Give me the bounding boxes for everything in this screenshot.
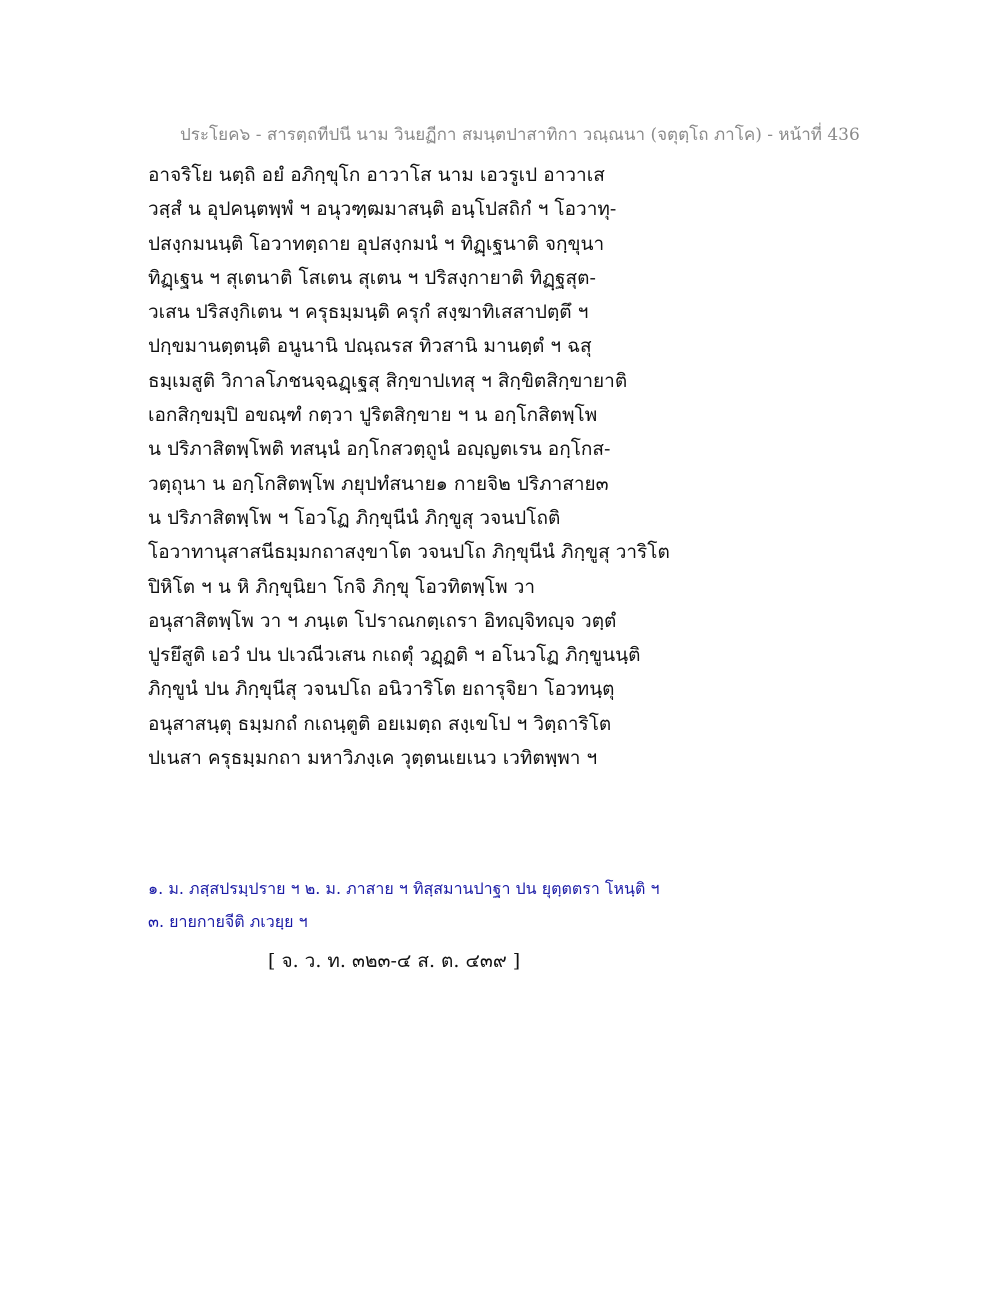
page-header: ประโยค๖ - สารตฺถทีปนี นาม วินยฏีกา สมนฺตปาสาทิกา วณฺณนา (จตุตฺโถ ภาโค) - หน้าที่ 436 — [180, 125, 860, 145]
body-line: ปสงฺกมนนฺติ โอวาทตฺถาย อุปสงฺกมนํ ฯ ทิฏฺเฐนาติ จกฺขุนา — [148, 232, 605, 255]
body-line: วตฺถุนา น อกฺโกสิตพฺโพ ภยุปทํสนาย๑ กายจิ๒ ปริภาสาย๓ — [148, 472, 609, 495]
footnote-line: ๓. ยายกายจีติ ภเวยฺย ฯ — [148, 912, 308, 931]
body-line: ภิกฺขูนํ ปน ภิกฺขุนีสุ วจนปโถ อนิวาริโต ยถารุจิยา โอวทนฺตุ — [148, 678, 615, 701]
body-line: วเสน ปริสงฺกิเตน ฯ ครุธมฺมนฺติ ครุกํ สงฺฆาทิเสสาปตฺตึ ฯ — [148, 301, 589, 324]
body-line: ปกฺขมานตฺตนฺติ อนูนานิ ปณฺณรส ทิวสานิ มานตฺตํ ฯ ฉสุ — [148, 335, 592, 358]
body-line: เอกสิกฺขมฺปิ อขณฺฑํ กตฺวา ปูริตสิกฺขาย ฯ น อกฺโกสิตพฺโพ — [148, 404, 598, 427]
body-line: อาจริโย นตฺถิ อยํ อภิกฺขุโก อาวาโส นาม เอวรูเป อาวาเส — [148, 164, 605, 186]
body-line: ปเนสา ครุธมฺมกถา มหาวิภงฺเค วุตฺตนเยเนว เวทิตพฺพา ฯ — [148, 747, 598, 770]
body-line: น ปริภาสิตพฺโพติ ทสนฺนํ อกฺโกสวตฺถูนํ อญฺญตเรน อกฺโกส- — [148, 438, 611, 461]
footnotes — [148, 872, 868, 938]
page-reference: [ จ. ว. ท. ๓๒๓-๔ ส. ต. ๔๓๙ ] — [268, 950, 521, 972]
body-text — [148, 158, 868, 775]
body-line: อนุสาสนฺตุ ธมฺมกถํ กเถนฺตูติ อยเมตฺถ สงฺเขโป ฯ วิตฺถาริโต — [148, 712, 612, 735]
footnote-line: ๑. ม. ภสฺสปรมฺปราย ฯ ๒. ม. ภาสาย ฯ ทิสฺสมานปาฐา ปน ยุตฺตตรา โหนฺติ ฯ — [148, 879, 660, 898]
body-line: ปูรยึสูติ เอวํ ปน ปเวณีวเสน กเถตุํ วฏฺฏติ ฯ อโนวโฏ ภิกฺขูนนฺติ — [148, 644, 641, 667]
body-line: วสฺสํ น อุปคนฺตพฺพํ ฯ อนุวฑฺฒมาสนฺติ อนฺโปสถิกํ ฯ โอวาทุ- — [148, 198, 617, 221]
body-line: โอวาทานุสาสนีธมฺมกถาสงฺขาโต วจนปโถ ภิกฺขุนีนํ ภิกฺขูสุ วาริโต — [148, 541, 670, 564]
body-line: ทิฏฺเฐน ฯ สุเตนาติ โสเตน สุเตน ฯ ปริสงฺกายาติ ทิฏฺฐสุต- — [148, 266, 596, 289]
body-line: น ปริภาสิตพฺโพ ฯ โอวโฏ ภิกฺขุนีนํ ภิกฺขูสุ วจนปโถติ — [148, 506, 561, 529]
body-line: ธมฺเมสูติ วิกาลโภชนจฺฉฏฺเฐสุ สิกฺขาปเทสุ ฯ สิกฺขิตสิกฺขายาติ — [148, 369, 628, 392]
body-line: ปิหิโต ฯ น หิ ภิกฺขุนิยา โกจิ ภิกฺขุ โอวทิตพฺโพ วา — [148, 575, 536, 598]
body-line: อนุสาสิตพฺโพ วา ฯ ภนฺเต โปราณกตฺเถรา อิทญฺจิทญฺจ วตฺตํ — [148, 609, 617, 632]
